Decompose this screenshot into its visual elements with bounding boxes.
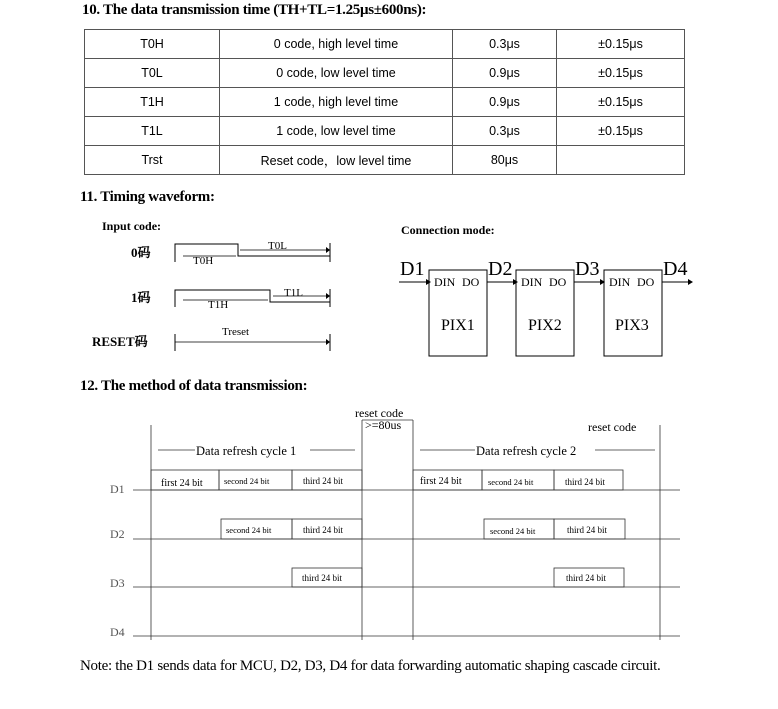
reset-code-top-label: reset code xyxy=(355,406,404,420)
table-row xyxy=(85,88,685,117)
code-one-waveform xyxy=(175,290,330,307)
port-d2-label: D2 xyxy=(488,258,513,280)
cycle-2-label: Data refresh cycle 2 xyxy=(476,444,577,458)
pixel-label: PIX3 xyxy=(615,317,649,334)
block-label: third 24 bit xyxy=(303,525,343,535)
section-10-title: 10. The data transmission time (TH+TL=1.25μs±600ns): xyxy=(82,2,427,18)
table-cell: 1 code, low level time xyxy=(220,117,453,146)
block-label: third 24 bit xyxy=(302,573,342,583)
block-label: second 24 bit xyxy=(224,476,270,486)
treset-label: Treset xyxy=(222,326,250,338)
reset-code-duration-label: >=80us xyxy=(365,418,402,432)
table-cell: 1 code, high level time xyxy=(220,88,453,117)
line-d4-label: D4 xyxy=(110,625,125,639)
section-12-title: 12. The method of data transmission: xyxy=(80,378,308,394)
line-d3-label: D3 xyxy=(110,576,125,590)
table-cell xyxy=(557,146,685,175)
table-cell: ±0.15μs xyxy=(557,30,685,59)
block-label: first 24 bit xyxy=(161,478,203,489)
table-cell: 0 code, high level time xyxy=(220,30,453,59)
table-cell: T1H xyxy=(85,88,220,117)
table-cell: ±0.15μs xyxy=(557,117,685,146)
din-label: DIN xyxy=(521,275,543,289)
pixel-label: PIX1 xyxy=(441,317,475,334)
code-zero-label: 0码 xyxy=(131,245,151,260)
port-d1-label: D1 xyxy=(400,258,425,280)
block-label: third 24 bit xyxy=(565,477,605,487)
t0l-label: T0L xyxy=(268,240,287,252)
block-label: third 24 bit xyxy=(303,476,343,486)
block-label: second 24 bit xyxy=(488,477,534,487)
note-text: Note: the D1 sends data for MCU, D2, D3, D4 for data forwarding automatic shaping cascade circuit. xyxy=(80,658,661,674)
timing-waveform-diagram xyxy=(0,210,778,370)
table-cell: Reset code，low level time xyxy=(220,146,453,175)
t1h-label: T1H xyxy=(208,299,229,311)
pixel-label: PIX2 xyxy=(528,317,562,334)
table-cell: 0 code, low level time xyxy=(220,59,453,88)
do-label: DO xyxy=(462,275,480,289)
table-cell: 0.3μs xyxy=(453,30,557,59)
table-cell: 0.9μs xyxy=(453,59,557,88)
table-cell: ±0.15μs xyxy=(557,88,685,117)
block-label: first 24 bit xyxy=(420,476,462,487)
code-one-label: 1码 xyxy=(131,290,151,305)
din-label: DIN xyxy=(609,275,631,289)
code-reset-label: RESET码 xyxy=(92,334,148,349)
line-d1-label: D1 xyxy=(110,482,125,496)
table-cell: 0.3μs xyxy=(453,117,557,146)
block-label: third 24 bit xyxy=(567,525,607,535)
input-code-label: Input code: xyxy=(102,219,162,233)
table-cell: T1L xyxy=(85,117,220,146)
port-d3-label: D3 xyxy=(575,258,600,280)
line-d2-label: D2 xyxy=(110,527,125,541)
table-cell: 0.9μs xyxy=(453,88,557,117)
do-label: DO xyxy=(549,275,567,289)
timing-table xyxy=(84,29,685,175)
t0h-label: T0H xyxy=(193,255,214,267)
section-11-title: 11. Timing waveform: xyxy=(80,189,215,205)
connection-mode-label: Connection mode: xyxy=(401,223,495,237)
block-label: third 24 bit xyxy=(566,573,606,583)
table-row xyxy=(85,146,685,175)
table-cell: ±0.15μs xyxy=(557,59,685,88)
din-label: DIN xyxy=(434,275,456,289)
table-cell: 80μs xyxy=(453,146,557,175)
table-row xyxy=(85,30,685,59)
block-label: second 24 bit xyxy=(226,525,272,535)
cycle-1-label: Data refresh cycle 1 xyxy=(196,444,297,458)
reset-code-right-label: reset code xyxy=(588,420,637,434)
t1l-label: T1L xyxy=(284,287,303,299)
table-row xyxy=(85,59,685,88)
table-row xyxy=(85,117,685,146)
data-transmission-diagram xyxy=(0,400,778,660)
do-label: DO xyxy=(637,275,655,289)
port-d4-label: D4 xyxy=(663,258,688,280)
table-cell: Trst xyxy=(85,146,220,175)
table-cell: T0H xyxy=(85,30,220,59)
table-cell: T0L xyxy=(85,59,220,88)
block-label: second 24 bit xyxy=(490,526,536,536)
